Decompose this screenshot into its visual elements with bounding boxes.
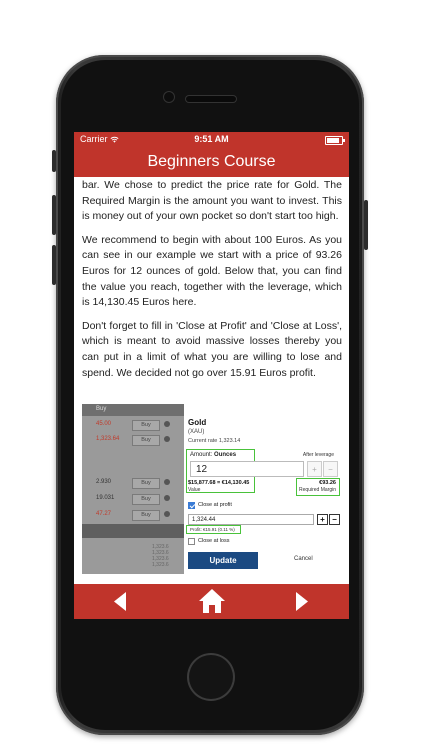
row-price: 1,323.64 [96,436,120,442]
close-at-profit-label: Close at profit [198,502,232,508]
value-calculation: $15,877.68 = €14,130.45 [188,480,250,486]
close-at-loss-checkbox [188,538,195,545]
list-item [82,508,184,522]
trade-panel [184,404,342,574]
row-price: 19.031 [96,495,115,501]
lesson-paragraph: bar. We chose to predict the price rate for Gold. The Required Margin is the amount you want to invest. This is money out of your own pocket so don't start too high. [82,179,342,223]
list-value: 1,323.6 [152,550,169,556]
profit-minus-button: − [329,514,340,525]
info-icon [164,511,170,517]
lesson-screenshot [82,404,342,574]
required-margin-label: Required Margin [299,487,336,493]
home-icon [192,584,232,619]
list-values [152,544,169,568]
volume-down-button [52,245,56,285]
amount-input: 12 [190,461,304,477]
list-item [82,418,184,432]
instrument-title: Gold [188,418,207,427]
buy-button: Buy [132,510,160,521]
list-item [82,433,184,447]
amount-minus-button: − [323,461,338,477]
earpiece-speaker [186,96,236,102]
info-icon [164,495,170,501]
list-value: 1,323.6 [152,556,169,562]
row-price: 45.00 [96,421,112,427]
lesson-content [82,178,342,389]
power-button [364,200,368,250]
volume-up-button [52,195,56,235]
amount-label: Amount: Ounces [190,452,237,458]
value-label: Value [188,487,201,493]
list-item [82,492,184,506]
page-title: Beginners Course [147,153,276,170]
list-item [82,476,184,490]
list-header-label: Buy [96,406,107,412]
profit-note: Profit: €15.91 (0.11 %) [190,527,235,532]
row-price: 2.930 [96,479,112,485]
lesson-paragraph: We recommend to begin with about 100 Euros. As you can see in our example we start with a price of 93.26 Euros for 12 ounces of gold. Below that, you can find the value you reach, together with the leverage, which is 14,130.45 Euros here. [82,233,342,309]
cancel-button: Cancel [294,556,313,562]
row-price: 47.27 [96,511,112,517]
amount-plus-button: + [307,461,322,477]
instrument-symbol: (XAU) [188,429,205,435]
carrier-label: Carrier [80,134,119,144]
lesson-paragraph: Don't forget to fill in 'Close at Profit' and 'Close at Loss', which is meant to avoid massive losses thereby you can put in a limit of what you are willing to lose and spend. We decided not go over 15.91 Euros profit. [82,319,342,379]
info-icon [164,479,170,485]
front-camera [164,92,174,102]
nav-bar [74,147,349,177]
chevron-right-icon [282,584,322,619]
app-screen [74,132,349,619]
update-button: Update [188,552,258,569]
bottom-toolbar [74,584,349,619]
status-time: 9:51 AM [194,134,229,144]
battery-icon [325,136,343,145]
home-button[interactable] [192,584,232,619]
profit-input: 1,324.44 [188,514,314,525]
buy-button: Buy [132,478,160,489]
close-icon: ✕ [187,406,194,415]
buy-button: Buy [132,420,160,431]
profit-plus-button: + [317,514,328,525]
instrument-list [82,404,184,574]
after-leverage-label: After leverage [302,452,334,458]
buy-button: Buy [132,494,160,505]
mute-switch [52,150,56,172]
close-at-loss-label: Close at loss [198,538,230,544]
phone-home-button[interactable] [189,655,233,699]
list-toolbar [82,524,184,538]
buy-button: Buy [132,435,160,446]
instrument-list-header [82,404,184,416]
chevron-left-icon [100,584,140,619]
current-rate: Current rate 1,323.14 [188,438,241,444]
list-value: 1,323.6 [152,544,169,550]
required-margin-value: €93.26 [319,480,336,486]
close-at-profit-checkbox [188,502,195,509]
info-icon [164,436,170,442]
forward-button[interactable] [282,584,322,619]
list-value: 1,323.6 [152,562,169,568]
status-bar [74,132,349,147]
info-icon [164,421,170,427]
back-button[interactable] [100,584,140,619]
